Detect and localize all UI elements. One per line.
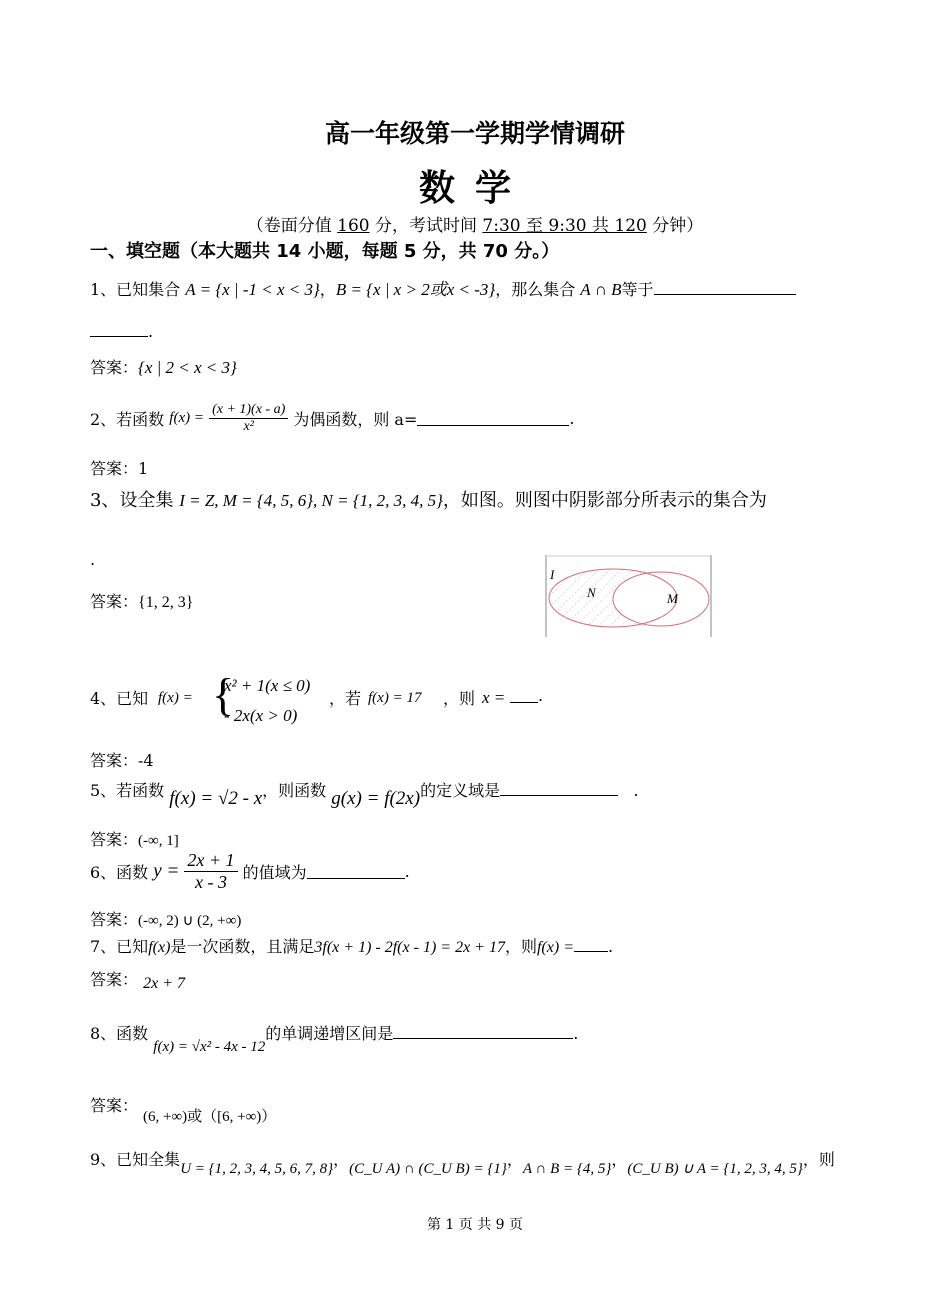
q7-fx: f(x) <box>148 939 171 956</box>
q7-blank[interactable] <box>574 937 608 952</box>
q6-answer <box>90 907 241 930</box>
q7-num: 7、已知 <box>90 937 149 956</box>
q4-answer-label: 答案： <box>90 751 139 770</box>
q4-fx: f(x) = <box>158 690 193 706</box>
venn-diagram <box>545 555 713 637</box>
question-2 <box>90 402 574 435</box>
q6-denominator: x - 3 <box>194 872 227 892</box>
info-mid2: 至 <box>520 216 549 236</box>
q7-answer-label: 答案： <box>90 970 139 989</box>
q8-answer-value: (6, +∞)或（[6, +∞)） <box>143 1109 277 1125</box>
q4-end: . <box>538 686 544 705</box>
question-3 <box>90 486 767 512</box>
q1-period: . <box>148 322 154 341</box>
q3-answer-value: {1, 2, 3} <box>138 594 194 611</box>
q3-expr: I = Z, M = {4, 5, 6}, N = {1, 2, 3, 4, 5} <box>179 491 443 510</box>
q4-cond: f(x) = 17 <box>368 690 422 706</box>
q5-tail: 的定义域是 <box>420 781 501 800</box>
q1-answer-label: 答案： <box>90 358 139 377</box>
venn-label-i: I <box>550 567 555 582</box>
q9-tail: ，则 <box>802 1150 835 1169</box>
q1-comma: ， <box>319 280 336 299</box>
score: 160 <box>337 216 370 236</box>
q7-mid2: ，则 <box>504 937 537 956</box>
q6-y: y = <box>153 860 180 882</box>
q1-blank-cont[interactable] <box>90 322 148 337</box>
q4-case1: x² + 1(x ≤ 0) <box>224 676 311 695</box>
q6-answer-label: 答案： <box>90 910 139 929</box>
q6-fraction <box>184 850 237 893</box>
q4-mid: ，若 <box>329 689 362 708</box>
subject-title: 数学 <box>418 168 531 209</box>
q1-answer <box>90 355 237 378</box>
info-mid1: 分，考试时间 <box>369 216 483 236</box>
q3-answer <box>90 589 193 612</box>
q2-answer-value: 1 <box>138 459 149 478</box>
q5-num: 5、若函数 <box>90 781 165 800</box>
q2-fraction <box>209 402 288 435</box>
q2-end: . <box>569 409 575 428</box>
q2-num: 2、若函数 <box>90 410 165 429</box>
q6-numerator: 2x + 1 <box>184 850 237 872</box>
info-pre: （卷面分值 <box>246 216 338 236</box>
q3-answer-label: 答案： <box>90 592 139 611</box>
q5-gx: g(x) = f(2x) <box>331 788 421 809</box>
q9-e1: (C_U A) ∩ (C_U B) = {1} <box>349 1161 507 1177</box>
q1-line2 <box>90 322 153 341</box>
q6-tail: 的值域为 <box>242 863 307 882</box>
q1-tail: 等于 <box>621 280 654 299</box>
q2-answer <box>90 456 148 479</box>
exam-title: 高一年级第一学期学情调研 <box>324 119 625 148</box>
q7-answer <box>90 967 185 990</box>
q1-mid: ，那么集合 <box>495 280 576 299</box>
question-9 <box>90 1147 835 1177</box>
q2-numerator: (x + 1)(x - a) <box>209 402 288 419</box>
q6-blank[interactable] <box>307 864 405 879</box>
q2-blank[interactable] <box>417 411 569 426</box>
q7-answer-value: 2x + 7 <box>143 975 186 992</box>
q5-answer-value: (-∞, 1] <box>138 833 179 849</box>
q4-answer <box>90 748 154 771</box>
q6-answer-value: (-∞, 2) ∪ (2, +∞) <box>138 913 242 929</box>
q4-blank[interactable] <box>510 688 538 703</box>
q1-expr: A ∩ B <box>580 280 622 299</box>
q8-fx: f(x) = √x² - 4x - 12 <box>153 1039 266 1055</box>
q9-e3: (C_U B) ∪ A = {1, 2, 3, 4, 5} <box>627 1161 803 1177</box>
q9-num: 9、已知全集 <box>90 1150 181 1169</box>
q3-num: 3、设全集 <box>90 490 174 511</box>
q7-fx2: f(x) = <box>536 939 574 956</box>
q4-num: 4、已知 <box>90 689 149 708</box>
question-6 <box>90 850 410 893</box>
q3-line2: . <box>90 550 96 569</box>
q6-num: 6、函数 <box>90 863 149 882</box>
q9-c3: ， <box>611 1150 628 1169</box>
q1-answer-value: {x | 2 < x < 3} <box>138 358 237 377</box>
page-footer: 第 1 页 共 9 页 <box>426 1217 524 1233</box>
q4-var: x = <box>482 688 506 707</box>
q4-answer-value: -4 <box>138 751 154 770</box>
q2-answer-label: 答案： <box>90 459 139 478</box>
q2-denominator: x² <box>243 419 254 434</box>
q8-answer <box>90 1093 138 1116</box>
q6-end: . <box>404 862 410 881</box>
q5-answer-label: 答案： <box>90 830 139 849</box>
q1-num: 1、已知集合 <box>90 280 181 299</box>
q8-tail: 的单调递增区间是 <box>265 1024 394 1043</box>
q5-blank[interactable] <box>500 781 618 796</box>
q5-answer <box>90 827 179 850</box>
q2-fx: f(x) = <box>169 410 204 426</box>
q5-fx: f(x) = √2 - x <box>169 788 263 809</box>
q9-c2: ， <box>506 1150 523 1169</box>
time-start: 7:30 <box>482 216 521 236</box>
q7-eq: 3f(x + 1) - 2f(x - 1) = 2x + 17 <box>314 939 505 956</box>
q8-end: . <box>573 1024 579 1043</box>
q2-mid: 为偶函数，则 a= <box>293 410 418 429</box>
q1-set-b: B = {x | x > 2或x < -3} <box>335 280 496 299</box>
q7-mid: 是一次函数，且满足 <box>170 937 315 956</box>
venn-label-n: N <box>587 585 596 600</box>
q9-u: U = {1, 2, 3, 4, 5, 6, 7, 8} <box>180 1161 334 1177</box>
q9-c1: ， <box>333 1150 350 1169</box>
question-8 <box>90 1021 579 1055</box>
q1-set-a: A = {x | -1 < x < 3} <box>185 280 320 299</box>
q5-mid: ，则函数 <box>262 781 327 800</box>
info-post: 分钟） <box>646 216 704 236</box>
q8-blank[interactable] <box>393 1024 573 1039</box>
q9-e2: A ∩ B = {4, 5} <box>522 1161 612 1177</box>
section-heading: 一、填空题（本大题共 14 小题，每题 5 分，共 70 分。） <box>90 241 560 262</box>
q1-blank[interactable] <box>654 280 796 295</box>
duration: 120 <box>614 216 647 236</box>
exam-info <box>0 211 950 236</box>
q3-mid: ，如图。则图中阴影部分所表示的集合为 <box>442 490 767 511</box>
q4-brace: { <box>212 669 235 720</box>
question-1 <box>90 275 796 300</box>
q8-num: 8、函数 <box>90 1024 149 1043</box>
q4-case2: - 2x(x > 0) <box>224 706 298 725</box>
q5-end: . <box>633 781 639 800</box>
time-end: 9:30 <box>548 216 587 236</box>
venn-label-m: M <box>667 591 678 606</box>
question-7 <box>90 934 613 957</box>
q7-end: . <box>607 937 614 956</box>
q4-mid2: ，则 <box>443 689 476 708</box>
question-5 <box>90 778 639 809</box>
q8-answer-label: 答案： <box>90 1096 139 1115</box>
info-mid3: 共 <box>586 216 615 236</box>
